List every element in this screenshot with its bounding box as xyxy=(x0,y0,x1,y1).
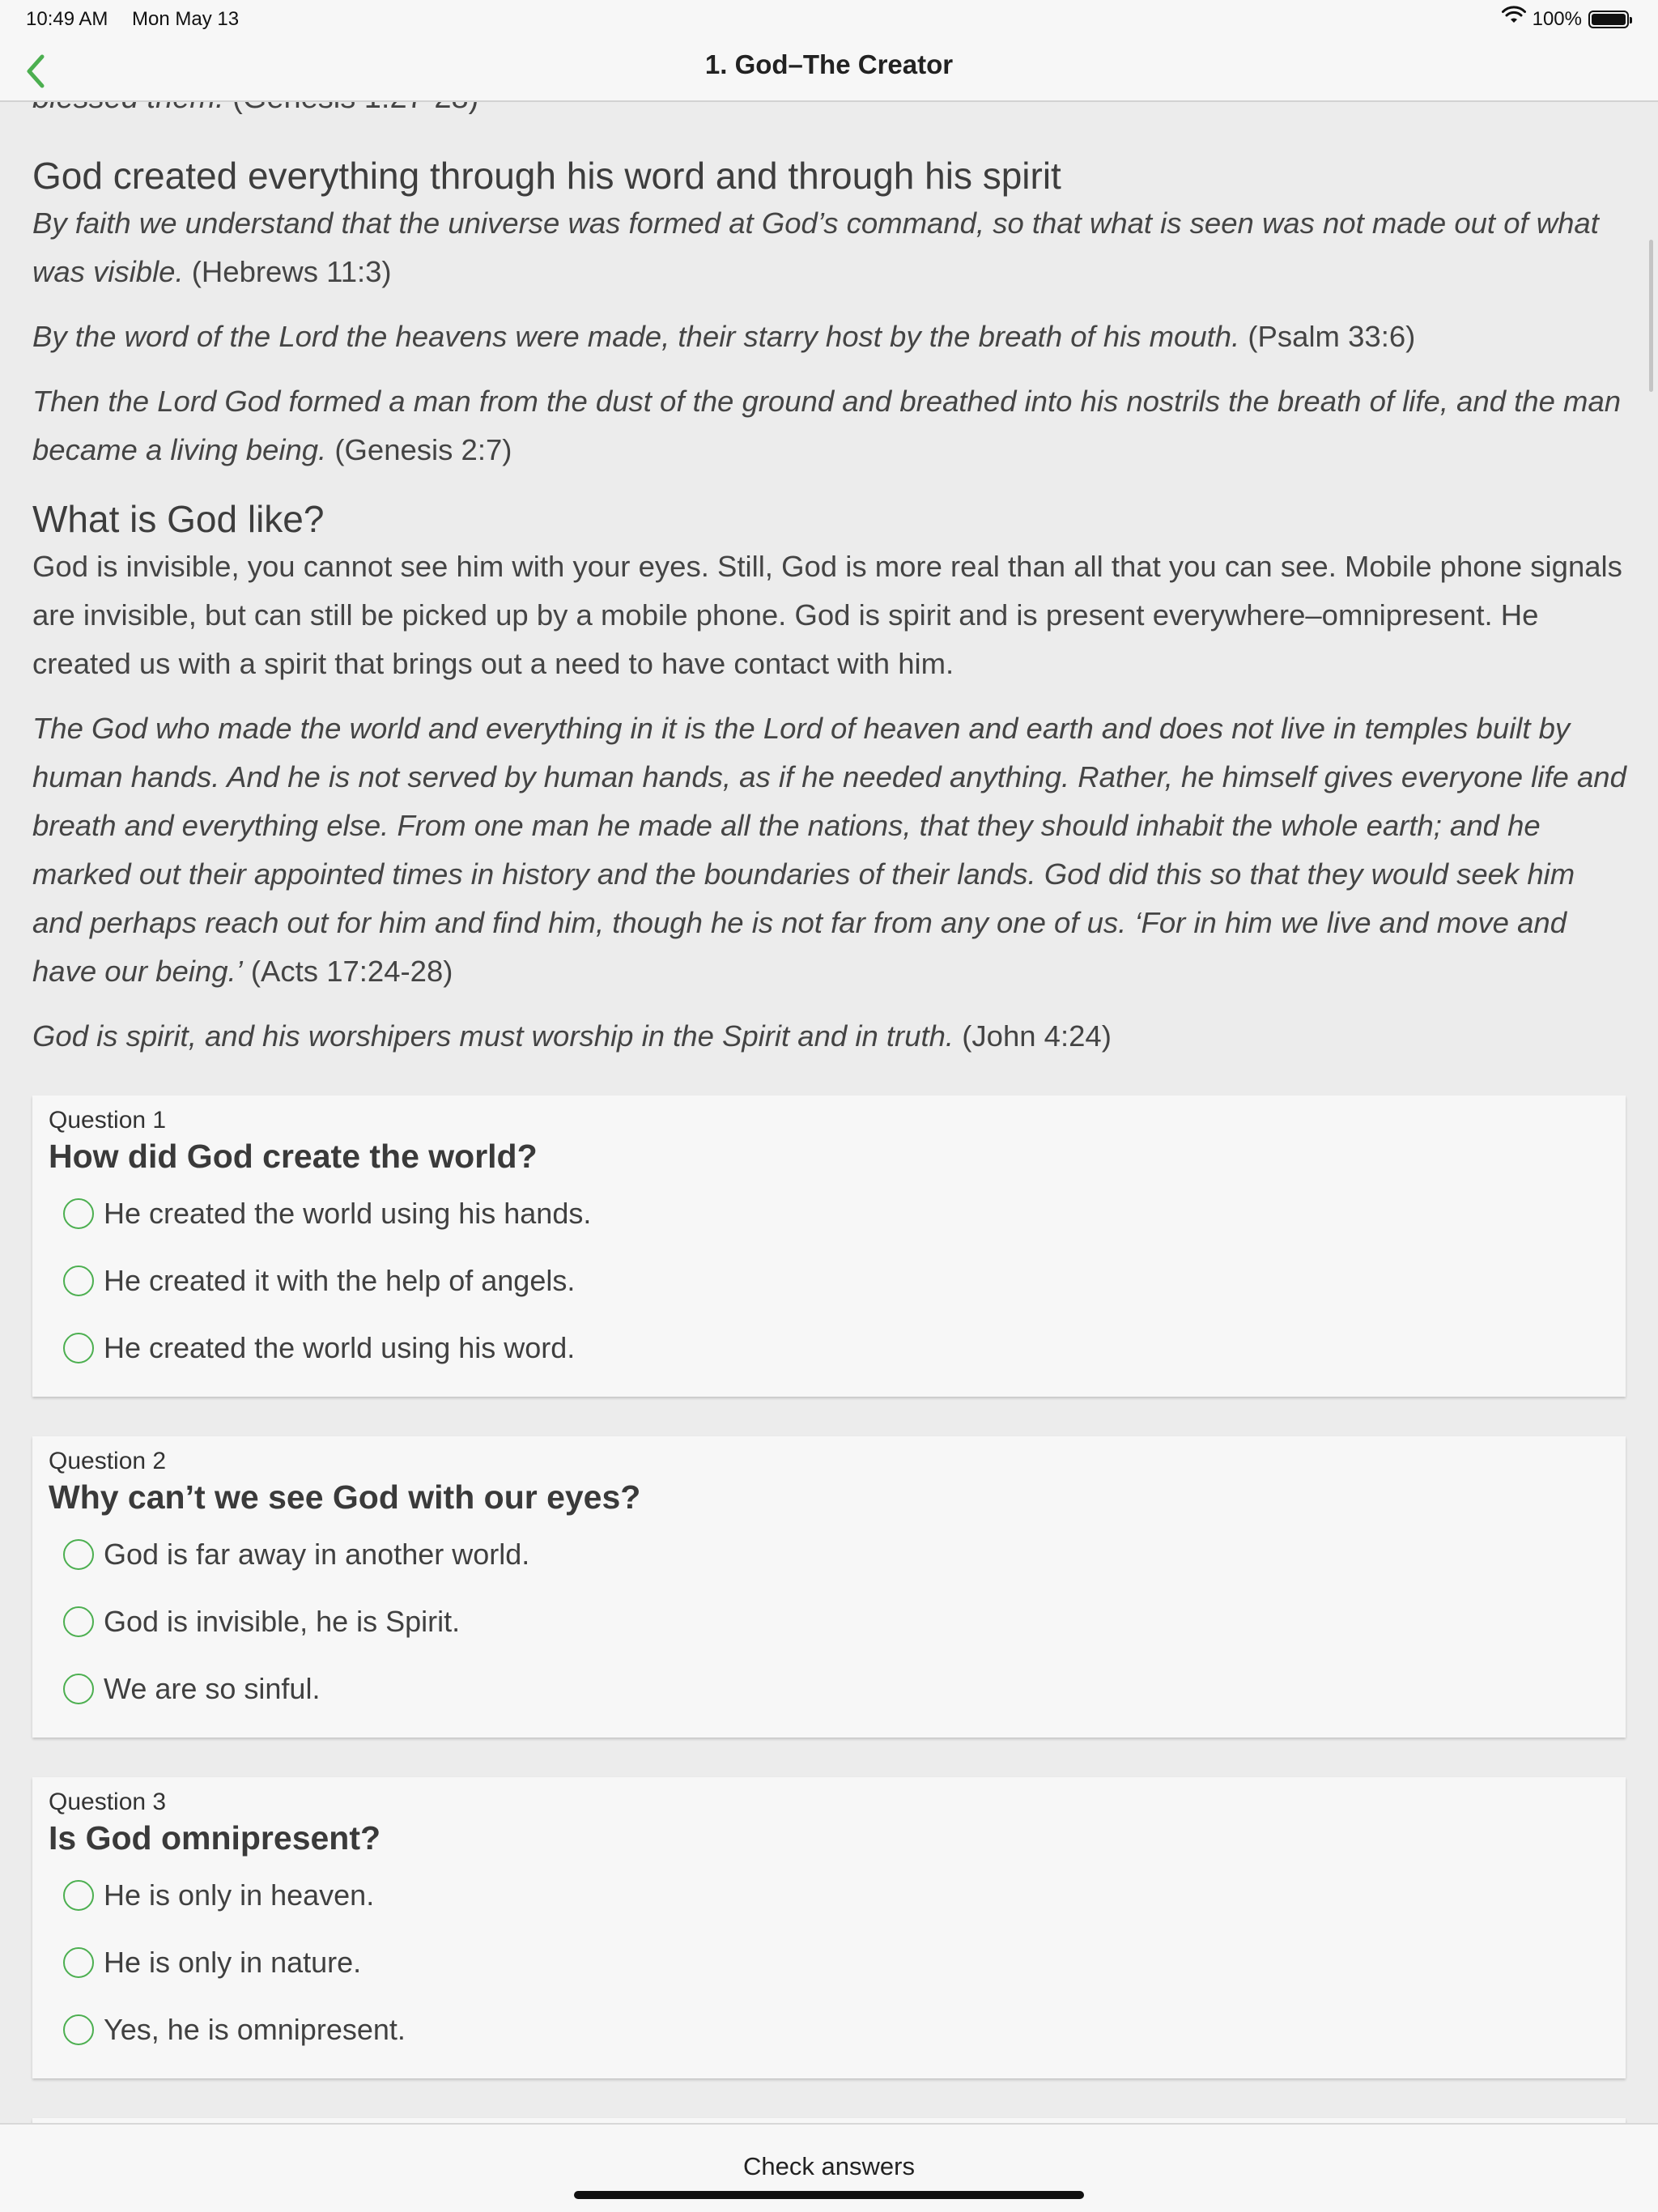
radio-button-icon[interactable] xyxy=(63,2014,94,2045)
verse-paragraph xyxy=(32,1012,1627,1061)
answer-option[interactable] xyxy=(63,1255,575,1307)
answer-option[interactable] xyxy=(63,2004,406,2056)
navigation-bar xyxy=(0,39,1658,102)
answer-option[interactable] xyxy=(63,1596,460,1648)
radio-button-icon[interactable] xyxy=(63,1333,94,1363)
battery-percent: 100% xyxy=(1532,7,1582,30)
answer-option[interactable] xyxy=(63,1663,320,1715)
answer-option[interactable] xyxy=(63,1937,361,1989)
answer-label: He created it with the help of angels. xyxy=(104,1264,576,1297)
verse-reference: (Genesis 2:7) xyxy=(334,433,512,466)
verse-reference: (Acts 17:24-28) xyxy=(250,955,453,988)
question-number: Question 2 xyxy=(49,1448,167,1474)
answer-option[interactable] xyxy=(63,1188,591,1240)
radio-button-icon[interactable] xyxy=(63,1266,94,1296)
status-date: Mon May 13 xyxy=(132,8,240,30)
answer-label: He is only in heaven. xyxy=(104,1878,375,1912)
question-card-3 xyxy=(32,1777,1626,2078)
lesson-content[interactable] xyxy=(0,102,1658,2123)
question-text: How did God create the world? xyxy=(49,1138,538,1175)
question-text: Is God omnipresent? xyxy=(49,1819,381,1857)
answer-label: He is only in nature. xyxy=(104,1946,362,1979)
verse-paragraph xyxy=(32,377,1627,474)
verse-text: Then the Lord God formed a man from the dust of the ground and breathed into his nostrils the breath of life, and the man became a living being. xyxy=(32,385,1622,466)
verse-reference: (Psalm 33:6) xyxy=(1248,320,1416,353)
bottom-toolbar xyxy=(0,2123,1658,2212)
radio-button-icon[interactable] xyxy=(63,1880,94,1911)
verse-reference: (Hebrews 11:3) xyxy=(191,255,392,288)
battery-level xyxy=(1592,14,1626,25)
question-card-2 xyxy=(32,1436,1626,1738)
answer-label: Yes, he is omnipresent. xyxy=(104,2013,406,2046)
check-answers-button[interactable]: Check answers xyxy=(743,2152,915,2180)
radio-button-icon[interactable] xyxy=(63,1198,94,1229)
verse-paragraph xyxy=(32,199,1627,296)
radio-button-icon[interactable] xyxy=(63,1947,94,1978)
radio-button-icon[interactable] xyxy=(63,1606,94,1637)
question-number: Question 3 xyxy=(49,1789,167,1815)
body-paragraph: God is invisible, you cannot see him with your eyes. Still, God is more real than all that you can see. Mobile phone signals are invisible, but can still be picked up by a mobile phone. God is spirit and is present everywhere–omnipresent. He created us with a spirit that brings out a need to have contact with him. xyxy=(32,550,1622,680)
status-bar xyxy=(0,0,1658,39)
verse-text: By the word of the Lord the heavens were made, their starry host by the breath of his mouth. xyxy=(32,320,1240,353)
page-title: 1. God–The Creator xyxy=(704,49,954,79)
scrollbar[interactable] xyxy=(1649,240,1653,392)
answer-label: He created the world using his word. xyxy=(104,1331,576,1364)
verse-paragraph xyxy=(32,313,1627,361)
home-indicator[interactable] xyxy=(574,2191,1084,2199)
question-card-1 xyxy=(32,1095,1626,1397)
wifi-icon xyxy=(1502,6,1526,32)
status-indicators xyxy=(1502,6,1629,32)
answer-label: God is far away in another world. xyxy=(104,1538,530,1571)
radio-button-icon[interactable] xyxy=(63,1539,94,1570)
answer-option[interactable] xyxy=(63,1870,374,1921)
radio-button-icon[interactable] xyxy=(63,1674,94,1704)
section-heading: God created everything through his word and through his spirit xyxy=(32,155,1061,197)
answer-option[interactable] xyxy=(63,1529,529,1580)
question-text: Why can’t we see God with our eyes? xyxy=(49,1478,641,1516)
answer-label: We are so sinful. xyxy=(104,1672,321,1705)
verse-text: By faith we understand that the universe was formed at God’s command, so that what is seen was not made out of what was visible. xyxy=(32,206,1599,288)
verse-paragraph xyxy=(32,704,1627,996)
status-time: 10:49 AM xyxy=(26,8,108,30)
section-heading: What is God like? xyxy=(32,498,325,540)
battery-icon xyxy=(1588,11,1629,28)
verse-text: The God who made the world and everything in it is the Lord of heaven and earth and does not live in temples built by human hands. And he is not served by human hands, as if he needed anything. Rather, he himself gives everyone life and breath and everything else. From one man he made all the nations, that they should inhabit the whole earth; and he marked out their appointed times in history and the boundaries of their lands. God did this so that they would seek him and perhaps reach out for him and find him, though he is not far from any one of us. ‘For in him we live and move and have our being.’ xyxy=(32,712,1626,988)
answer-label: God is invisible, he is Spirit. xyxy=(104,1605,461,1638)
question-number: Question 1 xyxy=(49,1107,167,1134)
answer-option[interactable] xyxy=(63,1322,575,1374)
answer-label: He created the world using his hands. xyxy=(104,1197,592,1230)
verse-reference: (John 4:24) xyxy=(962,1019,1112,1053)
verse-text: God is spirit, and his worshipers must worship in the Spirit and in truth. xyxy=(32,1019,954,1053)
